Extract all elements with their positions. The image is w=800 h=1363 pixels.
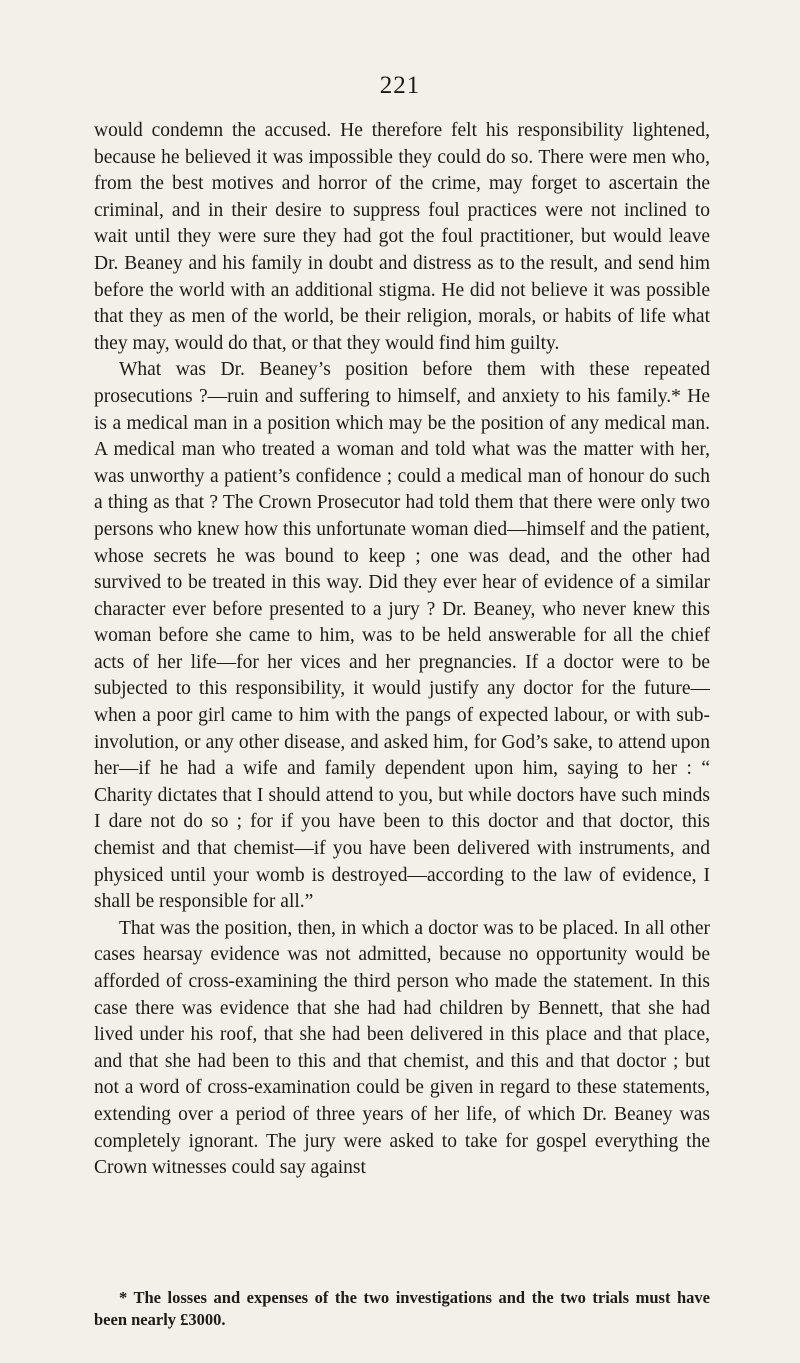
- paragraph-1: would condemn the accused. He therefore felt his responsibility lightened, because he believed it was impossible they could do so. There were men who, from the best motives and horror of the crime, may forget to ascertain the criminal, and in their desire to suppress foul practices were not inclined to wait until they were sure they had got the foul practitioner, but would leave Dr. Beaney and his family in doubt and distress as to the result, and send him before the world with an additional stigma. He did not believe it was possible that they as men of the world, be their religion, morals, or habits of life what they may, would do that, or that they would find him guilty.: [94, 120, 710, 354]
- body-text: [94, 118, 710, 1182]
- paragraph-2: What was Dr. Beaney’s position before them with these repeated prosecutions ?—ruin and suffering to himself, and anxiety to his family.* He is a medical man in a position which may be the position of any medical man. A medical man who treated a woman and told what was the matter with her, was unworthy a patient’s confidence ; could a medical man of honour do such a thing as that ? The Crown Prosecutor had told them that there were only two persons who knew how this unfortunate woman died—himself and the patient, whose secrets he was bound to keep ; one was dead, and the other had survived to be treated in this way. Did they ever hear of evidence of a similar character ever before presented to a jury ? Dr. Beaney, who never knew this woman before she came to him, was to be held answerable for all the chief acts of her life—for her vices and her pregnancies. If a doctor were to be subjected to this responsibility, it would justify any doctor for the future—when a poor girl came to him with the pangs of expected labour, or with sub-involution, or any other disease, and asked him, for God’s sake, to attend upon her—if he had a wife and family dependent upon him, saying to her : “ Charity dictates that I should attend to you, but while doctors have such minds I dare not do so ; for if you have been to this doctor and that doctor, this chemist and that chemist—if you have been delivered with instruments, and physiced until your womb is destroyed—according to the law of evidence, I shall be responsible for all.”: [94, 359, 710, 913]
- footnote: * The losses and expenses of the two investigations and the two trials must have been nearly £3000.: [94, 1288, 710, 1329]
- paragraph-3: That was the position, then, in which a doctor was to be placed. In all other cases hearsay evidence was not admitted, because no opportunity would be afforded of cross-examining the third person who made the statement. In this case there was evidence that she had had children by Bennett, that she had lived under his roof, that she had been delivered in this place and that place, and that she had been to this and that chemist, and this and that doctor ; but not a word of cross-examination could be given in regard to these statements, extending over a period of three years of her life, of which Dr. Beaney was completely ignorant. The jury were asked to take for gospel everything the Crown witnesses could say against: [94, 917, 710, 1179]
- page-number: 221: [379, 72, 421, 99]
